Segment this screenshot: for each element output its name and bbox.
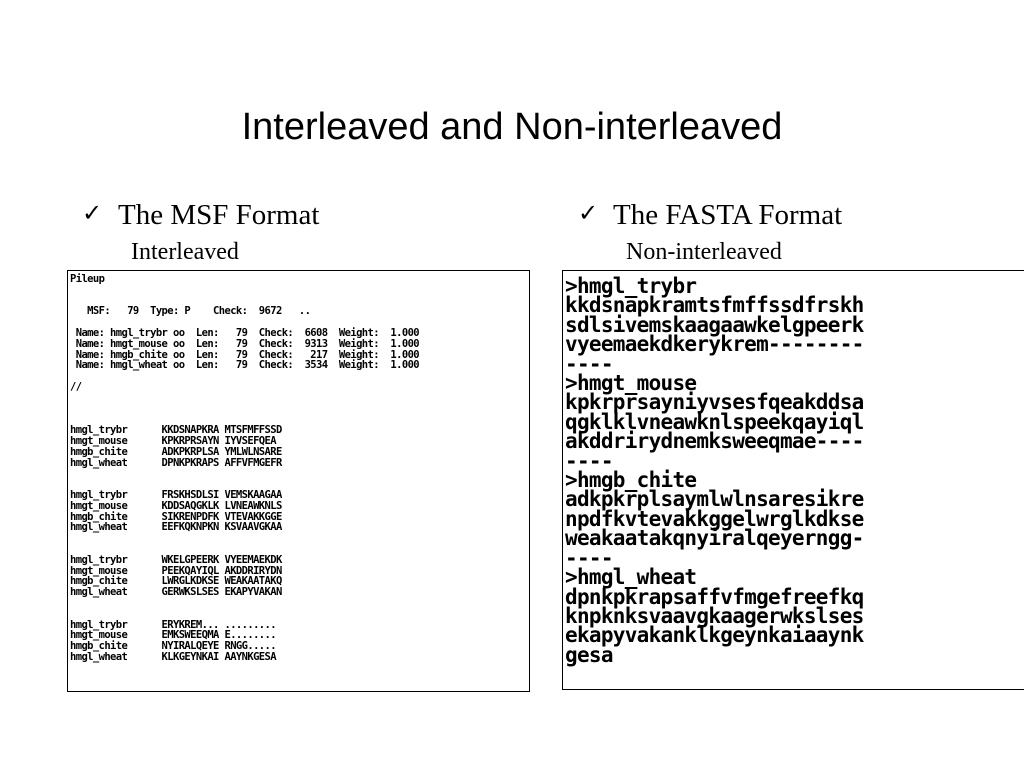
msf-checkmark-icon: ✓ — [82, 199, 103, 227]
fasta-subheading: Non-interleaved — [626, 239, 782, 265]
slide-title: Interleaved and Non-interleaved — [241, 106, 783, 148]
fasta-checkmark-icon: ✓ — [578, 199, 599, 227]
fasta-heading: The FASTA Format — [613, 199, 843, 231]
msf-alignment-text: Pileup MSF: 79 Type: P Check: 9672 .. Name: hmgl_trybr oo Len: 79 Check: 6608 Weight: 1.000 Name: hmgt_mouse oo Len: 79 Check: 9313 Weight: 1.000 Name: hmgb_chite oo Len: 79 Check: 217 Weight: 1.000 Name: hmgl_wheat oo Len: 79 Check: 3534 Weight: 1.000 // hmgl_trybr KKDSNAPKRA MTSFMFFSSD hmgt_mouse KPKRPRSAYN IYVSEFQEA hmgb_chite ADKPKRPLSA YMLWLNSARE hmgl_wheat DPNKPKRAPS AFFVFMGEFR hmgl_trybr FRSKHSDLSI VEMSKAAGAA hmgt_mouse KDDSAQGKLK LVNEAWKNLS hmgb_chite SIKRENPDFK VTEVAKKGGE hmgl_wheat EEFKQKNPKN KSVAAVGKAA hmgl_trybr WKELGPEERK VYEEMAEKDK hmgt_mouse PEEKQAYIQL AKDDRIRYDN hmgb_chite LWRGLKDKSE WEAKAATAKQ hmgl_wheat GERWKSLSES EKAPYVAKAN hmgl_trybr ERYKREM... ......... hmgt_mouse EMKSWEEQMA E........ hmgb_chite NYIRALQEYE RNGG..... hmgl_wheat KLKGEYNKAI AAYNKGESA — [70, 273, 420, 663]
msf-screenshot-panel — [67, 270, 530, 692]
msf-subheading: Interleaved — [131, 239, 239, 265]
fasta-screenshot-panel — [562, 270, 1024, 690]
fasta-sequence-text: >hmgl_trybr kkdsnapkramtsfmffssdfrskh sdlsivemskaagaawkelgpeerk vyeemaekdkerykrem-------- ---- >hmgt_mouse kpkrprsayniyvsesfqeakddsa qgklklvneawknlspeekqayiql akddrirydnemksweeqmae---- ---- >hmgb_chite adkpkrplsaymlwlnsaresikre npdfkvtevakkggelwrglkdkse weakaatakqnyiralqeyerngg- ---- >hmgl_wheat dpnkpkrapsaffvfmgefreefkq knpknksvaavgkaagerwkslses ekapyvakanklkgeynkaiaaynk gesa — [565, 274, 864, 667]
msf-heading: The MSF Format — [118, 199, 320, 231]
